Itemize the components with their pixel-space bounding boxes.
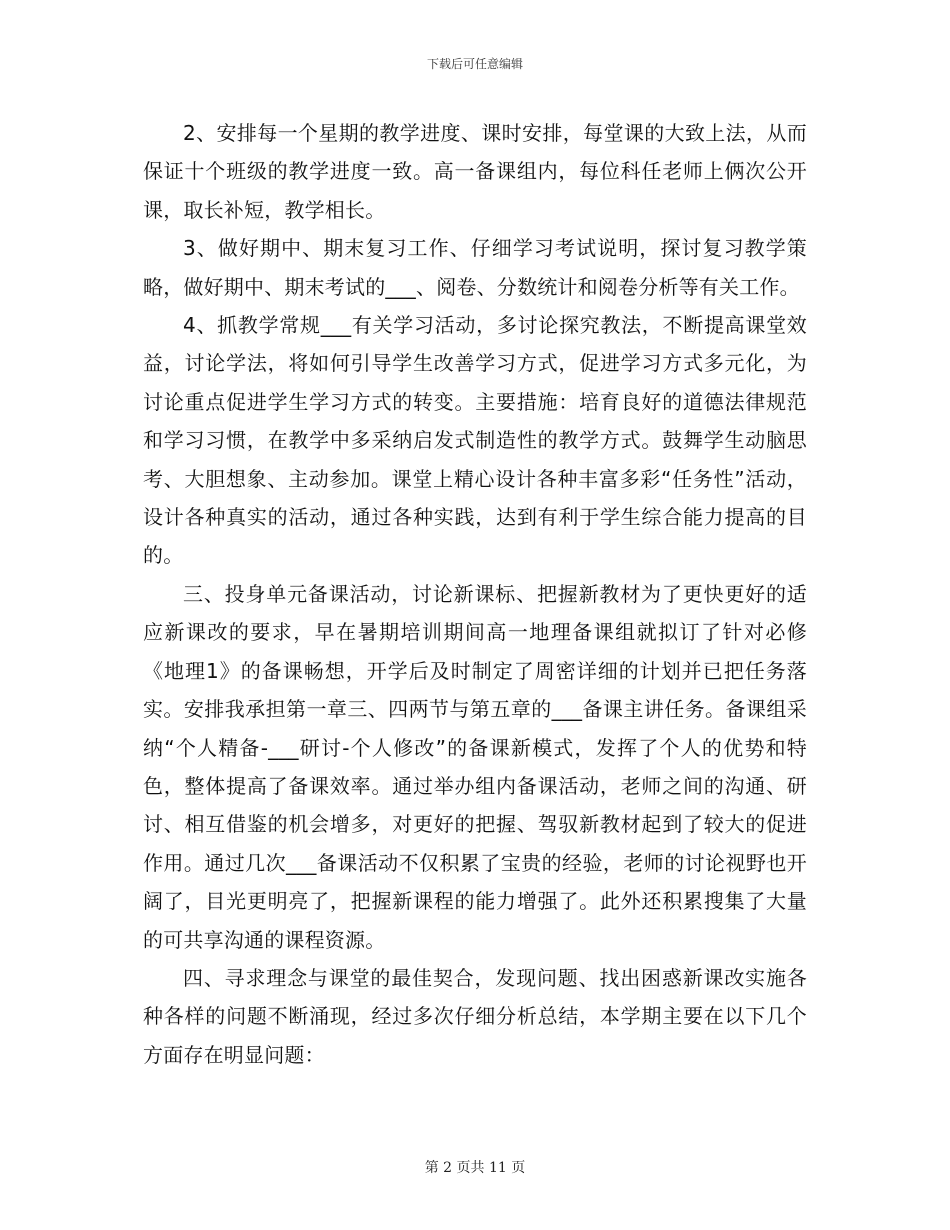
paragraph-item-2: 2、安排每一个星期的教学进度、课时安排，每堂课的大致上法，从而保证十个班级的教学进度一致。高一备课组内，每位科任老师上俩次公开课，取长补短，教学相长。	[143, 121, 807, 222]
page-number-footer: 第 2 页共 11 页	[424, 1160, 526, 1176]
paragraph-section-4: 四、寻求理念与课堂的最佳契合，发现问题、找出困惑新课改实施各种各样的问题不断涌现，经过多次仔细分析总结，本学期主要在以下几个方面存在明显问题：	[143, 965, 807, 1067]
document-body	[143, 114, 807, 1074]
page-header: 下载后可任意编辑	[426, 57, 523, 71]
paragraph-item-4: 4、抓教学常规___有关学习活动，多讨论探究教法，不断提高课堂效益，讨论学法，将如何引导学生改善学习方式，促进学习方式多元化，为讨论重点促进学生学习方式的转变。主要措施：培育良好的道德法律规范和学习习惯，在教学中多采纳启发式制造性的教学方式。鼓舞学生动脑思考、大胆想象、主动参加。课堂上精心设计各种丰富多彩“任务性”活动，设计各种真实的活动，通过各种实践，达到有利于学生综合能力提高的目的。	[143, 313, 807, 568]
paragraph-section-3: 三、投身单元备课活动，讨论新课标、把握新教材为了更快更好的适应新课改的要求，早在暑期培训期间高一地理备课组就拟订了针对必修《地理1》的备课畅想，开学后及时制定了周密详细的计划并已把任务落实。安排我承担第一章三、四两节与第五章的___备课主讲任务。备课组采纳“个人精备-___研讨-个人修改”的备课新模式，发挥了个人的优势和特色，整体提高了备课效率。通过举办组内备课活动，老师之间的沟通、研讨、相互借鉴的机会增多，对更好的把握、驾驭新教材起到了较大的促进作用。通过几次___备课活动不仅积累了宝贵的经验，老师的讨论视野也开阔了，目光更明亮了，把握新课程的能力增强了。此外还积累搜集了大量的可共享沟通的课程资源。	[143, 581, 807, 952]
paragraph-item-3: 3、做好期中、期末复习工作、仔细学习考试说明，探讨复习教学策略，做好期中、期末考试的___、阅卷、分数统计和阅卷分析等有关工作。	[143, 236, 807, 299]
